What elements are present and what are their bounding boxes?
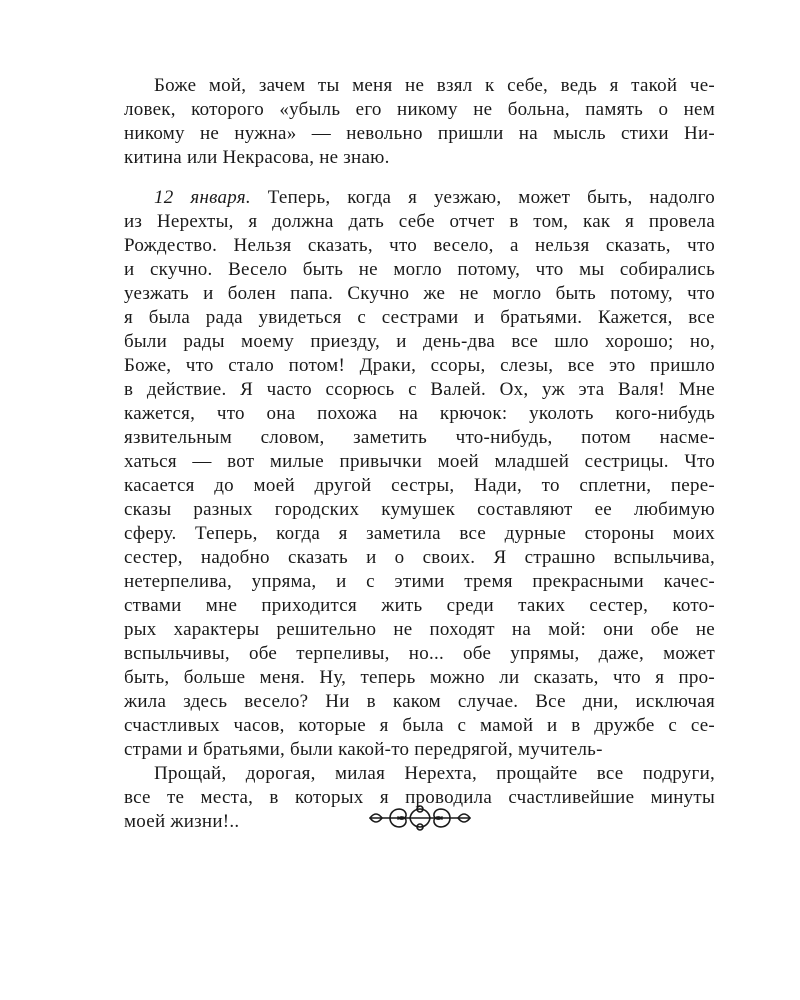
text-line: Боже, что стало потом! Драки, ссоры, слезы, все это пришло [124, 355, 715, 376]
text-line: кажется, что она похожа на крючок: уколоть кого-нибудь [124, 403, 715, 424]
text-line: язвительным словом, заметить что-нибудь, потом насме- [124, 427, 715, 448]
text-line: китина или Некрасова, не знаю. [124, 147, 390, 168]
text-line: все те места, в которых я проводила счастливейшие минуты [124, 787, 715, 808]
text-line: Прощай, дорогая, милая Нерехта, прощайте все подруги, [154, 763, 715, 784]
text-line: вспыльчивы, обе терпеливы, но... обе упрямы, даже, может [124, 643, 715, 664]
text-line: рых характеры решительно не походят на мой: они обе не [124, 619, 715, 640]
text-line: нетерпелива, упряма, и с этими тремя прекрасными качес- [124, 571, 715, 592]
text-line: Рождество. Нельзя сказать, что весело, а нельзя сказать, что [124, 235, 715, 256]
text-line: моей жизни!.. [124, 811, 240, 832]
text-line [154, 186, 715, 210]
entry-first-line: Теперь, когда я уезжаю, может быть, надолго [250, 187, 715, 208]
text-line: никому не нужна» — невольно пришли на мысль стихи Ни- [124, 123, 715, 144]
text-line: я была рада увидеться с сестрами и братьями. Кажется, все [124, 307, 715, 328]
text-line: из Нерехты, я должна дать себе отчет в том, как я провела [124, 211, 715, 232]
text-line: страми и братьями, были какой-то передрягой, мучитель- [124, 739, 603, 760]
text-line: сказы разных городских кумушек составляют ее любимую [124, 499, 715, 520]
entry-date: 12 января. [154, 187, 251, 208]
text-line: касается до моей другой сестры, Нади, то сплетни, пере- [124, 475, 715, 496]
text-line: Боже мой, зачем ты меня не взял к себе, ведь я такой че- [154, 75, 715, 96]
text-line: сестер, надобно сказать и о своих. Я страшно вспыльчива, [124, 547, 715, 568]
text-line: ствами мне приходится жить среди таких сестер, кото- [124, 595, 715, 616]
text-line: быть, больше меня. Ну, теперь можно ли сказать, что я про- [124, 667, 715, 688]
text-line: были рады моему приезду, и день-два все шло хорошо; но, [124, 331, 715, 352]
text-line: уезжать и болен папа. Скучно же не могло быть потому, что [124, 283, 715, 304]
text-line: ловек, которого «убыль его никому не больна, память о нем [124, 99, 715, 120]
text-line: в действие. Я часто ссорюсь с Валей. Ох, уж эта Валя! Мне [124, 379, 715, 400]
page-text [124, 74, 715, 834]
text-line: сферу. Теперь, когда я заметила все дурные стороны моих [124, 523, 715, 544]
text-line: хаться — вот милые привычки моей младшей сестрицы. Что [124, 451, 715, 472]
text-line: жила здесь весело? Ни в каком случае. Все дни, исключая [124, 691, 715, 712]
flourish-ornament-icon [366, 800, 474, 836]
text-line: счастливых часов, которые я была с мамой и в дружбе с се- [124, 715, 715, 736]
paragraph-gap [154, 170, 715, 186]
text-line: и скучно. Весело быть не могло потому, что мы собирались [124, 259, 715, 280]
